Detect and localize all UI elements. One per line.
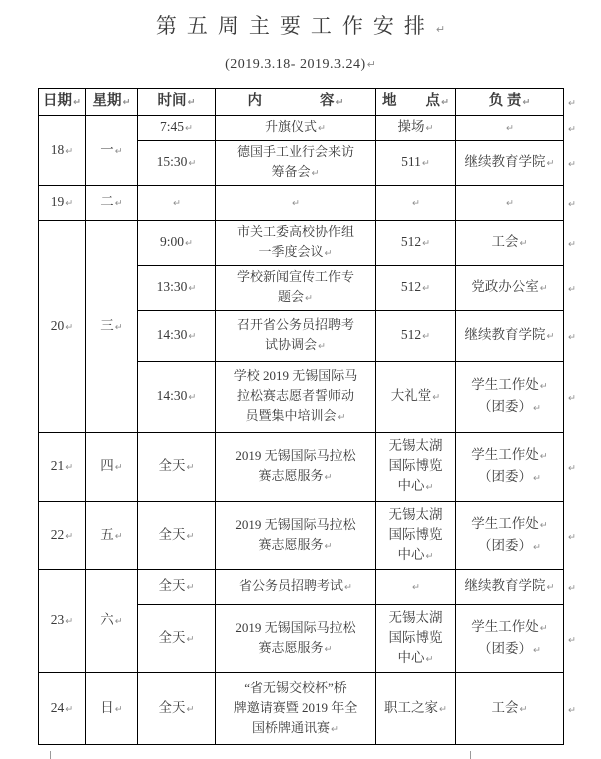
cell-place: 512↵ bbox=[376, 221, 456, 266]
table-header bbox=[39, 89, 582, 116]
paragraph-mark-icon: ↵ bbox=[425, 482, 434, 493]
cell-date: 23↵ bbox=[39, 570, 86, 673]
cell-resp: 继续教育学院↵ bbox=[456, 311, 564, 362]
cell-content: 市关工委高校协作组 一季度会议↵ bbox=[216, 221, 376, 266]
paragraph-mark-icon: ↵ bbox=[412, 198, 420, 209]
paragraph-mark-icon: ↵ bbox=[568, 239, 576, 250]
row-end-mark bbox=[564, 221, 582, 266]
paragraph-mark-icon: ↵ bbox=[114, 703, 123, 715]
paragraph-mark-icon: ↵ bbox=[568, 531, 576, 543]
paragraph-mark-icon: ↵ bbox=[519, 703, 528, 715]
cell-place: 511↵ bbox=[376, 141, 456, 186]
paragraph-mark-icon: ↵ bbox=[546, 331, 555, 342]
page-title bbox=[0, 10, 601, 40]
cell-resp: 继续教育学院↵ bbox=[456, 141, 564, 186]
paragraph-mark-icon: ↵ bbox=[546, 158, 555, 169]
cell-place: 大礼堂↵ bbox=[376, 362, 456, 433]
paragraph-mark-icon: ↵ bbox=[425, 653, 434, 665]
paragraph-mark-icon: ↵ bbox=[187, 97, 196, 108]
cell-place bbox=[376, 570, 456, 605]
table-row bbox=[39, 186, 582, 221]
paragraph-mark-icon: ↵ bbox=[568, 332, 576, 343]
cell-resp: 工会↵ bbox=[456, 673, 564, 745]
column-header-2: 时间↵ bbox=[138, 89, 216, 116]
paragraph-mark-icon: ↵ bbox=[114, 530, 123, 542]
paragraph-mark-icon: ↵ bbox=[185, 123, 193, 134]
cell-time: 全天↵ bbox=[138, 433, 216, 502]
paragraph-mark-icon: ↵ bbox=[65, 530, 74, 542]
column-header-3: 内 容↵ bbox=[216, 89, 376, 116]
paragraph-mark-icon: ↵ bbox=[335, 97, 344, 108]
row-end-mark bbox=[564, 362, 582, 433]
paragraph-mark-icon: ↵ bbox=[568, 704, 576, 716]
cell-time: 全天↵ bbox=[138, 570, 216, 605]
cell-content bbox=[216, 186, 376, 221]
paragraph-mark-icon: ↵ bbox=[568, 393, 576, 404]
cell-content: 学校 2019 无锡国际马 拉松赛志愿者誓师动 员暨集中培训会↵ bbox=[216, 362, 376, 433]
cell-time: 14:30↵ bbox=[138, 362, 216, 433]
cell-place: 512↵ bbox=[376, 266, 456, 311]
paragraph-mark-icon: ↵ bbox=[73, 97, 81, 108]
paragraph-mark-icon: ↵ bbox=[186, 703, 195, 715]
cell-week: 一↵ bbox=[86, 116, 138, 186]
paragraph-mark-icon: ↵ bbox=[568, 159, 576, 170]
paragraph-mark-icon: ↵ bbox=[412, 582, 420, 593]
paragraph-mark-icon: ↵ bbox=[568, 199, 576, 210]
cell-time: 全天↵ bbox=[138, 673, 216, 745]
paragraph-mark-icon: ↵ bbox=[539, 622, 548, 634]
paragraph-mark-icon: ↵ bbox=[519, 238, 528, 249]
cell-week: 五↵ bbox=[86, 502, 138, 570]
paragraph-mark-icon: ↵ bbox=[432, 392, 441, 403]
paragraph-mark-icon: ↵ bbox=[305, 293, 313, 304]
paragraph-mark-icon: ↵ bbox=[65, 198, 74, 209]
cell-time: 7:45↵ bbox=[138, 116, 216, 141]
cell-content: 省公务员招聘考试↵ bbox=[216, 570, 376, 605]
cell-date: 24↵ bbox=[39, 673, 86, 745]
cell-week: 日↵ bbox=[86, 673, 138, 745]
paragraph-mark-icon: ↵ bbox=[324, 643, 333, 655]
row-end-mark bbox=[564, 605, 582, 673]
paragraph-mark-icon: ↵ bbox=[441, 97, 449, 108]
paragraph-mark-icon: ↵ bbox=[421, 158, 430, 169]
cell-resp: 学生工作处↵ （团委）↵ bbox=[456, 605, 564, 673]
cell-time: 14:30↵ bbox=[138, 311, 216, 362]
cell-content: 学校新闻宣传工作专 题会↵ bbox=[216, 266, 376, 311]
paragraph-mark-icon: ↵ bbox=[533, 541, 541, 553]
table-body bbox=[39, 116, 582, 745]
cell-time: 15:30↵ bbox=[138, 141, 216, 186]
row-end-mark bbox=[564, 502, 582, 570]
date-range bbox=[0, 57, 601, 73]
row-end-mark bbox=[564, 116, 582, 141]
cell-place bbox=[376, 186, 456, 221]
paragraph-mark-icon: ↵ bbox=[533, 644, 541, 656]
paragraph-mark-icon: ↵ bbox=[533, 473, 541, 484]
paragraph-mark-icon: ↵ bbox=[114, 462, 123, 473]
cell-place: 操场↵ bbox=[376, 116, 456, 141]
cell-time: 9:00↵ bbox=[138, 221, 216, 266]
paragraph-mark-icon: ↵ bbox=[186, 582, 195, 593]
paragraph-mark-icon: ↵ bbox=[522, 97, 531, 108]
row-end-mark bbox=[564, 433, 582, 502]
row-end-mark bbox=[564, 570, 582, 605]
paragraph-mark-icon: ↵ bbox=[114, 145, 123, 157]
cell-resp: 继续教育学院↵ bbox=[456, 570, 564, 605]
cell-time bbox=[138, 186, 216, 221]
paragraph-mark-icon: ↵ bbox=[539, 519, 548, 531]
cell-content: “省无锡交校杯”桥 牌邀请赛暨 2019 年全 国桥牌通讯赛↵ bbox=[216, 673, 376, 745]
cell-time: 13:30↵ bbox=[138, 266, 216, 311]
paragraph-mark-icon: ↵ bbox=[186, 530, 195, 542]
cell-place: 无锡太湖 国际博览 中心↵ bbox=[376, 433, 456, 502]
cell-date: 20↵ bbox=[39, 221, 86, 433]
paragraph-mark-icon: ↵ bbox=[65, 145, 74, 157]
cell-week: 二↵ bbox=[86, 186, 138, 221]
row-end-mark bbox=[564, 266, 582, 311]
paragraph-mark-icon: ↵ bbox=[324, 248, 333, 259]
paragraph-mark-icon: ↵ bbox=[185, 238, 193, 249]
paragraph-mark-icon: ↵ bbox=[122, 97, 131, 108]
paragraph-mark-icon: ↵ bbox=[425, 550, 434, 562]
paragraph-mark-icon: ↵ bbox=[311, 168, 320, 179]
paragraph-mark-icon: ↵ bbox=[422, 283, 431, 294]
paragraph-mark-icon: ↵ bbox=[337, 412, 346, 423]
row-end-mark bbox=[564, 311, 582, 362]
cell-resp: 学生工作处↵ （团委）↵ bbox=[456, 502, 564, 570]
column-header-0: 日期↵ bbox=[39, 89, 86, 116]
cell-resp: 党政办公室↵ bbox=[456, 266, 564, 311]
paragraph-mark-icon: ↵ bbox=[65, 616, 74, 627]
paragraph-mark-icon: ↵ bbox=[568, 98, 576, 109]
paragraph-mark-icon: ↵ bbox=[568, 583, 576, 594]
paragraph-mark-icon: ↵ bbox=[173, 198, 181, 209]
table-row bbox=[39, 673, 582, 745]
paragraph-mark-icon: ↵ bbox=[435, 23, 446, 36]
paragraph-mark-icon: ↵ bbox=[344, 582, 352, 593]
paragraph-mark-icon: ↵ bbox=[568, 463, 576, 474]
cell-content: 2019 无锡国际马拉松 赛志愿服务↵ bbox=[216, 605, 376, 673]
column-header-1: 星期↵ bbox=[86, 89, 138, 116]
paragraph-mark-icon: ↵ bbox=[439, 703, 447, 715]
paragraph-mark-icon: ↵ bbox=[539, 283, 548, 294]
paragraph-mark-icon: ↵ bbox=[539, 451, 548, 462]
cell-resp: 工会↵ bbox=[456, 221, 564, 266]
table-row bbox=[39, 116, 582, 141]
table-continuation-tick bbox=[50, 751, 51, 759]
cell-place: 512↵ bbox=[376, 311, 456, 362]
cell-week: 三↵ bbox=[86, 221, 138, 433]
paragraph-mark-icon: ↵ bbox=[186, 462, 195, 473]
paragraph-mark-icon: ↵ bbox=[506, 123, 514, 134]
row-end-mark bbox=[564, 141, 582, 186]
schedule-table bbox=[38, 88, 582, 745]
cell-date: 21↵ bbox=[39, 433, 86, 502]
table-row bbox=[39, 502, 582, 570]
column-header-5: 负 责↵ bbox=[456, 89, 564, 116]
cell-resp bbox=[456, 186, 564, 221]
cell-content: 德国手工业行会来访 筹备会↵ bbox=[216, 141, 376, 186]
cell-resp: 学生工作处↵ （团委）↵ bbox=[456, 362, 564, 433]
row-end-mark bbox=[564, 186, 582, 221]
paragraph-mark-icon: ↵ bbox=[422, 331, 431, 342]
row-end-mark bbox=[564, 673, 582, 745]
paragraph-mark-icon: ↵ bbox=[366, 58, 376, 71]
cell-resp bbox=[456, 116, 564, 141]
cell-place: 无锡太湖 国际博览 中心↵ bbox=[376, 502, 456, 570]
cell-content: 2019 无锡国际马拉松 赛志愿服务↵ bbox=[216, 502, 376, 570]
header-row bbox=[39, 89, 582, 116]
cell-content: 升旗仪式↵ bbox=[216, 116, 376, 141]
column-header-4: 地 点↵ bbox=[376, 89, 456, 116]
document-page bbox=[0, 10, 601, 759]
paragraph-mark-icon: ↵ bbox=[568, 124, 576, 135]
paragraph-mark-icon: ↵ bbox=[188, 331, 197, 342]
paragraph-mark-icon: ↵ bbox=[65, 462, 74, 473]
cell-resp: 学生工作处↵ （团委）↵ bbox=[456, 433, 564, 502]
table-row bbox=[39, 570, 582, 605]
paragraph-mark-icon: ↵ bbox=[546, 582, 555, 593]
cell-date: 19↵ bbox=[39, 186, 86, 221]
paragraph-mark-icon: ↵ bbox=[539, 381, 548, 392]
paragraph-mark-icon: ↵ bbox=[292, 198, 300, 209]
page-title-text: 第五周主要工作安排 bbox=[155, 14, 435, 38]
cell-date: 18↵ bbox=[39, 116, 86, 186]
cell-week: 六↵ bbox=[86, 570, 138, 673]
paragraph-mark-icon: ↵ bbox=[568, 284, 576, 295]
cell-week: 四↵ bbox=[86, 433, 138, 502]
paragraph-mark-icon: ↵ bbox=[568, 634, 576, 646]
paragraph-mark-icon: ↵ bbox=[188, 158, 197, 169]
paragraph-mark-icon: ↵ bbox=[506, 198, 514, 209]
paragraph-mark-icon: ↵ bbox=[533, 403, 541, 414]
paragraph-mark-icon: ↵ bbox=[331, 723, 339, 735]
table-row bbox=[39, 433, 582, 502]
paragraph-mark-icon: ↵ bbox=[186, 633, 195, 645]
paragraph-mark-icon: ↵ bbox=[188, 392, 197, 403]
paragraph-mark-icon: ↵ bbox=[114, 198, 123, 209]
cell-time: 全天↵ bbox=[138, 605, 216, 673]
cell-content: 2019 无锡国际马拉松 赛志愿服务↵ bbox=[216, 433, 376, 502]
cell-time: 全天↵ bbox=[138, 502, 216, 570]
paragraph-mark-icon: ↵ bbox=[114, 616, 123, 627]
paragraph-mark-icon: ↵ bbox=[114, 321, 123, 333]
paragraph-mark-icon: ↵ bbox=[188, 283, 197, 294]
paragraph-mark-icon: ↵ bbox=[65, 321, 74, 333]
paragraph-mark-icon: ↵ bbox=[65, 703, 74, 715]
cell-content: 召开省公务员招聘考 试协调会↵ bbox=[216, 311, 376, 362]
paragraph-mark-icon: ↵ bbox=[324, 540, 333, 552]
cell-place: 无锡太湖 国际博览 中心↵ bbox=[376, 605, 456, 673]
cell-place: 职工之家↵ bbox=[376, 673, 456, 745]
paragraph-mark-icon: ↵ bbox=[318, 341, 326, 352]
row-end-mark bbox=[564, 89, 582, 116]
table-continuation-tick bbox=[470, 751, 471, 759]
paragraph-mark-icon: ↵ bbox=[425, 123, 434, 134]
paragraph-mark-icon: ↵ bbox=[422, 238, 431, 249]
date-range-text: (2019.3.18- 2019.3.24) bbox=[225, 57, 366, 72]
cell-date: 22↵ bbox=[39, 502, 86, 570]
paragraph-mark-icon: ↵ bbox=[324, 472, 333, 483]
paragraph-mark-icon: ↵ bbox=[318, 123, 326, 134]
table-row bbox=[39, 221, 582, 266]
